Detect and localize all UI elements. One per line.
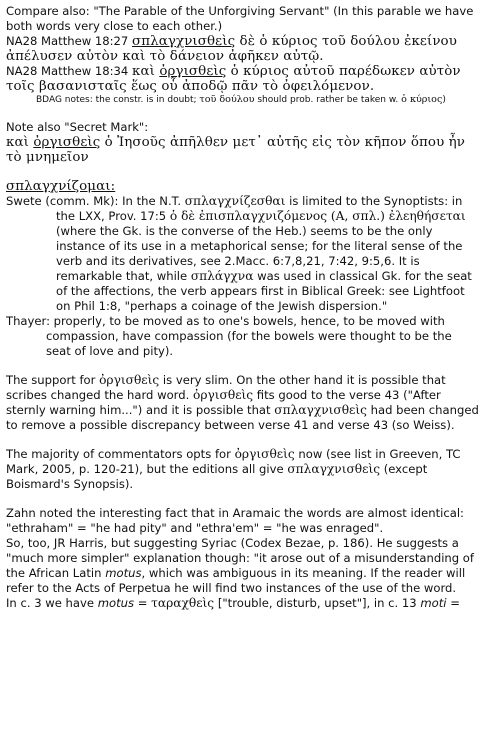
greek-text: ὁ Ἰησοῦς ἀπῆλθεν μετ᾿ αὐτῆς εἰς τὸν κῆπον ὅπου ἦν xyxy=(100,135,466,150)
bdag-text: ) xyxy=(442,95,446,105)
ref-label: NA28 Matthew 18:27 xyxy=(6,34,132,48)
swete-line: (where the Gk. is the converse of the Heb.) seems to be the only xyxy=(56,224,433,238)
secret-mark-greek xyxy=(6,135,495,150)
latin-word: moti xyxy=(420,596,447,610)
greek-text: ὀργισθεὶς xyxy=(234,447,295,461)
body-text: Mark, 2005, p. 120-21), but the editions all give xyxy=(6,462,288,476)
bdag-text: BDAG notes: the constr. is in doubt; xyxy=(36,95,200,105)
swete-text: remarkable that, while xyxy=(56,269,191,283)
body-text: (except xyxy=(380,462,428,476)
greek-text: ὁ δὲ ἐπισπλαγχνιζόμενος (A, σπλ.) ἐλεηθήσεται xyxy=(169,209,466,223)
greek-text: καὶ xyxy=(132,64,160,79)
swete-text: Swete (comm. Mk): In the N.T. xyxy=(6,194,185,208)
secret-mark-section xyxy=(6,120,495,165)
body-text: sternly warning him...") and it is possible that xyxy=(6,403,275,417)
body-text: had been changed xyxy=(366,403,479,417)
lexicon-headword: σπλαγχνίζομαι: xyxy=(6,179,116,194)
matthew-18-27-ref xyxy=(6,34,495,49)
secret-mark-greek-line-2: τὸ μνημεῖον xyxy=(6,150,89,165)
swete-line xyxy=(6,209,495,224)
body-text: scribes changed the hard word. xyxy=(6,388,193,402)
thayer-line: Thayer: properly, to be moved as to one's bowels, hence, to be moved with xyxy=(6,314,445,328)
greek-text: ταραχθεὶς xyxy=(151,596,215,610)
greek-text: καὶ xyxy=(6,135,34,150)
swete-line xyxy=(6,269,495,284)
greek-text: σπλαγχνισθεὶς xyxy=(274,403,367,417)
swete-entry xyxy=(6,194,495,314)
swete-line: on Phil 1:8, "perhaps a coinage of the Jewish dispersion." xyxy=(56,299,388,313)
matthew-18-34-line-2: τοῖς βασανισταῖς ἕως οὗ ἀποδῷ πᾶν τὸ ὀφειλόμενον. xyxy=(6,79,375,94)
body-text: The majority of commentators opts for xyxy=(6,447,235,461)
greek-text: ὁ κύριος αὐτοῦ παρέδωκεν αὐτὸν xyxy=(226,64,461,79)
bdag-note xyxy=(6,94,495,106)
thayer-entry xyxy=(6,314,495,359)
greek-underlined-word: ὀργισθεὶς xyxy=(33,135,101,150)
bdag-text: should prob. rather be taken w. xyxy=(254,95,402,105)
body-text: = xyxy=(446,596,460,610)
compare-section xyxy=(6,4,495,106)
lexicon-section xyxy=(6,179,495,359)
body-text: fits good to the verse 43 ("After xyxy=(253,388,441,402)
secret-mark-intro: Note also "Secret Mark": xyxy=(6,120,149,134)
swete-line: of the affections, the verb appears first in Biblical Greek: see Lightfoot xyxy=(56,284,465,298)
body-text: = xyxy=(134,596,152,610)
swete-line: verb and its derivatives, see 2.Macc. 6:7,8,21, 7:42, 9:5,6. It is xyxy=(56,254,420,268)
greek-text: σπλαγχνίζεσθαι xyxy=(184,194,286,208)
greek-text: ὁ κύριος xyxy=(401,94,443,105)
latin-word: motus xyxy=(97,596,135,610)
paragraph-line xyxy=(6,403,495,418)
body-text: The support for xyxy=(6,373,100,387)
matthew-18-27-line-2: ἀπέλυσεν αὐτὸν καὶ τὸ δάνειον ἀφῆκεν αὐτῷ. xyxy=(6,49,324,64)
greek-text: σπλάγχνα xyxy=(190,269,254,283)
paragraph-line: to remove a possible discrepancy between verse 41 and verse 43 (so Weiss). xyxy=(6,418,455,432)
compare-line-1: Compare also: "The Parable of the Unforgiving Servant" (In this parable we have xyxy=(6,4,474,18)
paragraph-line: refer to the Acts of Perpetua he will find two instances of the use of the word. xyxy=(6,581,457,595)
paragraph-line xyxy=(6,462,495,477)
greek-text: ὀργισθεὶς xyxy=(99,373,160,387)
support-paragraph xyxy=(6,373,495,433)
latin-word: motus xyxy=(105,566,142,580)
swete-line xyxy=(6,194,495,209)
greek-text: ὀργισθεὶς xyxy=(192,388,254,402)
paragraph-line: "much more simpler" explanation though: "it arose out of a misunderstanding of xyxy=(6,551,474,565)
body-text: the African Latin xyxy=(6,566,106,580)
body-text: ["trouble, disturb, upset"], in c. 13 xyxy=(214,596,421,610)
paragraph-line xyxy=(6,566,495,581)
majority-paragraph xyxy=(6,447,495,492)
swete-line: instance of its use in a metaphorical sense; for the literal sense of the xyxy=(56,239,463,253)
paragraph-line xyxy=(6,388,495,403)
compare-line-2: both words very close to each other.) xyxy=(6,19,223,33)
paragraph-line: So, too, JR Harris, but suggesting Syriac (Codex Bezae, p. 186). He suggests a xyxy=(6,536,459,550)
greek-text: δὲ ὁ κύριος τοῦ δούλου ἐκείνου xyxy=(235,34,457,49)
swete-text: the LXX, Prov. 17:5 xyxy=(56,209,170,223)
greek-underlined-word: ὀργισθεὶς xyxy=(159,64,227,79)
paragraph-line xyxy=(6,596,495,611)
thayer-line: seat of love and pity). xyxy=(46,344,174,358)
greek-text: τοῦ δούλου xyxy=(199,94,255,105)
body-text: now (see list in Greeven, TC xyxy=(294,447,461,461)
paragraph-line: "ethraham" = "he had pity" and "ethra'em" = "he was enraged". xyxy=(6,521,384,535)
greek-underlined-word: σπλαγχνισθεὶς xyxy=(132,34,236,49)
body-text: , which was ambiguous in its meaning. If the reader will xyxy=(141,566,466,580)
greek-text: σπλαγχνισθεὶς xyxy=(287,462,381,476)
body-text: In c. 3 we have xyxy=(6,596,98,610)
paragraph-line: Zahn noted the interesting fact that in Aramaic the words are almost identical: xyxy=(6,506,464,520)
swete-text: is limited to the Synoptists: in xyxy=(285,194,463,208)
paragraph-line xyxy=(6,447,495,462)
matthew-18-34-ref xyxy=(6,64,495,79)
body-text: is very slim. On the other hand it is possible that xyxy=(159,373,446,387)
paragraph-line: Boismard's Synopsis). xyxy=(6,477,134,491)
thayer-line: compassion, have compassion (for the bowels were thought to be the xyxy=(46,329,452,343)
paragraph-line xyxy=(6,373,495,388)
swete-text: was used in classical Gk. for the seat xyxy=(253,269,472,283)
ref-label: NA28 Matthew 18:34 xyxy=(6,64,132,78)
zahn-paragraph xyxy=(6,506,495,611)
